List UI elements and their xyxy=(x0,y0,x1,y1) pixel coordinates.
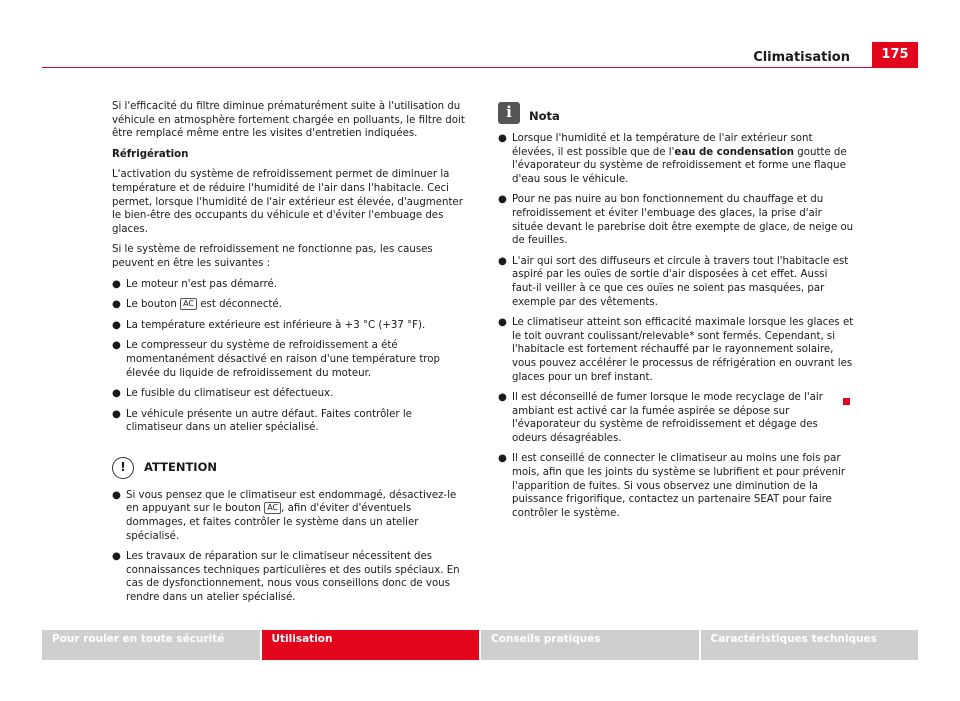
list-item: ● Les travaux de réparation sur le climatiseur nécessitent des connaissances techniques particulières et des outils spéciaux. En cas de dysfonctionnement, nous vous conseillons donc de vous rendre dans un atelier spécialisé. xyxy=(112,551,460,604)
left-column xyxy=(112,100,467,612)
list-item: ● Le compresseur du système de refroidissement a été momentanément désactivé en raison d'une température trop élevée du liquide de refroidissement du moteur. xyxy=(112,340,440,379)
list-item: ● Il est conseillé de connecter le climatiseur au moins une fois par mois, afin que les joints du système se lubrifient et pour prévenir l'apparition de fuites. Si vous observez une diminution de la puissance frigorifique, contactez un partenaire SEAT pour faire contrôler le système. xyxy=(498,453,846,519)
list-item: ● L'air qui sort des diffuseurs et circule à travers tout l'habitacle est aspiré par les ouïes de sortie d'air disposées à cet effet. Aussi faut-il veiller à ce que ces ouïes ne soient pas masquées, par exemple par des vêtements. xyxy=(498,255,849,308)
ac-key-icon: AC xyxy=(180,298,197,310)
bullet-icon: ● xyxy=(112,489,121,501)
list-item: ● Le climatiseur atteint son efficacité maximale lorsque les glaces et le toit ouvrant coulissant/relevable* sont fermés. Cependant, si l'habitacle est fortement réchauffé par le rayonnement solaire, vous pouvez accélérer le processus de réfrigération en ouvrant les glaces pour un bref instant. xyxy=(498,317,854,383)
list-item: ● Le véhicule présente un autre défaut. Faites contrôler le climatiseur dans un atelier spécialisé. xyxy=(112,408,412,434)
bullet-icon: ● xyxy=(498,392,507,404)
bullet-icon: ● xyxy=(498,133,507,144)
note-header xyxy=(498,102,854,124)
list-item: ● Il est déconseillé de fumer lorsque le mode recyclage de l'air ambiant est activé car la fumée aspirée se dépose sur l'évaporateur du système de refroidissement et dégage des odeurs désagréables. xyxy=(498,392,823,444)
list-item: ● La température extérieure est inférieure à +3 °C (+37 °F). xyxy=(112,319,426,331)
list-item: ● Si vous pensez que le climatiseur est endommagé, désactivez-le en appuyant sur le bouton AC , afin d'éviter d'éventuels dommages, et faites contrôler le système dans un atelier spécialisé. xyxy=(112,489,457,542)
list-item: ● Le bouton AC est déconnecté. xyxy=(112,299,282,311)
bullet-icon: ● xyxy=(498,194,507,206)
refrigeration-heading: Réfrigération xyxy=(112,148,189,160)
bullet-icon: ● xyxy=(112,299,121,311)
running-header-title: Climatisation xyxy=(753,50,850,65)
section-end-marker xyxy=(843,398,850,405)
ac-key-icon: AC xyxy=(264,502,281,514)
tab-safety[interactable]: Pour rouler en toute sécurité xyxy=(42,630,260,660)
list-item: ● Le fusible du climatiseur est défectueux. xyxy=(112,388,334,400)
page-number: 175 xyxy=(872,42,918,67)
note-title: Nota xyxy=(529,109,560,124)
bullet-icon: ● xyxy=(112,408,121,420)
list-item: ● Le moteur n'est pas démarré. xyxy=(112,278,278,290)
bullet-icon: ● xyxy=(112,388,121,400)
bullet-icon: ● xyxy=(112,278,121,290)
list-item: ● Lorsque l'humidité et la température de l'air extérieur sont élevées, il est possible que de l'eau de condensation goutte de l'évaporateur du système de refroidissement et forme une flaque d'eau sous le véhicule. xyxy=(498,133,847,185)
footer-nav xyxy=(42,630,918,660)
info-icon: i xyxy=(498,102,520,124)
warning-icon: ! xyxy=(112,457,134,479)
bullet-icon: ● xyxy=(112,340,121,352)
bullet-icon: ● xyxy=(112,551,121,563)
tab-operation[interactable]: Utilisation xyxy=(262,630,480,660)
cooling-intro-paragraph: L'activation du système de refroidissement permet de diminuer la température et de réduire l'humidité de l'air dans l'habitacle. Ceci permet, lorsque l'humidité de l'air extérieur est élevée, d'augmenter le bien-être des occupants du véhicule et d'éviter l'embuage des glaces. xyxy=(112,169,463,235)
bullet-icon: ● xyxy=(112,319,121,331)
attention-header xyxy=(112,457,467,479)
attention-title: ATTENTION xyxy=(144,460,217,475)
bullet-icon: ● xyxy=(498,453,507,465)
filter-paragraph: Si l'efficacité du filtre diminue prématurément suite à l'utilisation du véhicule en atmosphère fortement chargée en polluants, le filtre doit être remplacé même entre les visites d'entretien indiquées. xyxy=(112,101,465,140)
bullet-icon: ● xyxy=(498,255,507,267)
bullet-icon: ● xyxy=(498,317,507,329)
tab-practical-tips[interactable]: Conseils pratiques xyxy=(481,630,699,660)
causes-intro-paragraph: Si le système de refroidissement ne fonctionne pas, les causes peuvent en être les suivantes : xyxy=(112,244,433,269)
tab-technical-specs[interactable]: Caractéristiques techniques xyxy=(701,630,919,660)
header-rule xyxy=(42,67,918,68)
right-column xyxy=(498,102,854,527)
list-item: ● Pour ne pas nuire au bon fonctionnement du chauffage et du refroidissement et éviter l'embuage des glaces, la prise d'air située devant le parebrise doit être exempte de glace, de neige ou de feuilles. xyxy=(498,194,854,247)
